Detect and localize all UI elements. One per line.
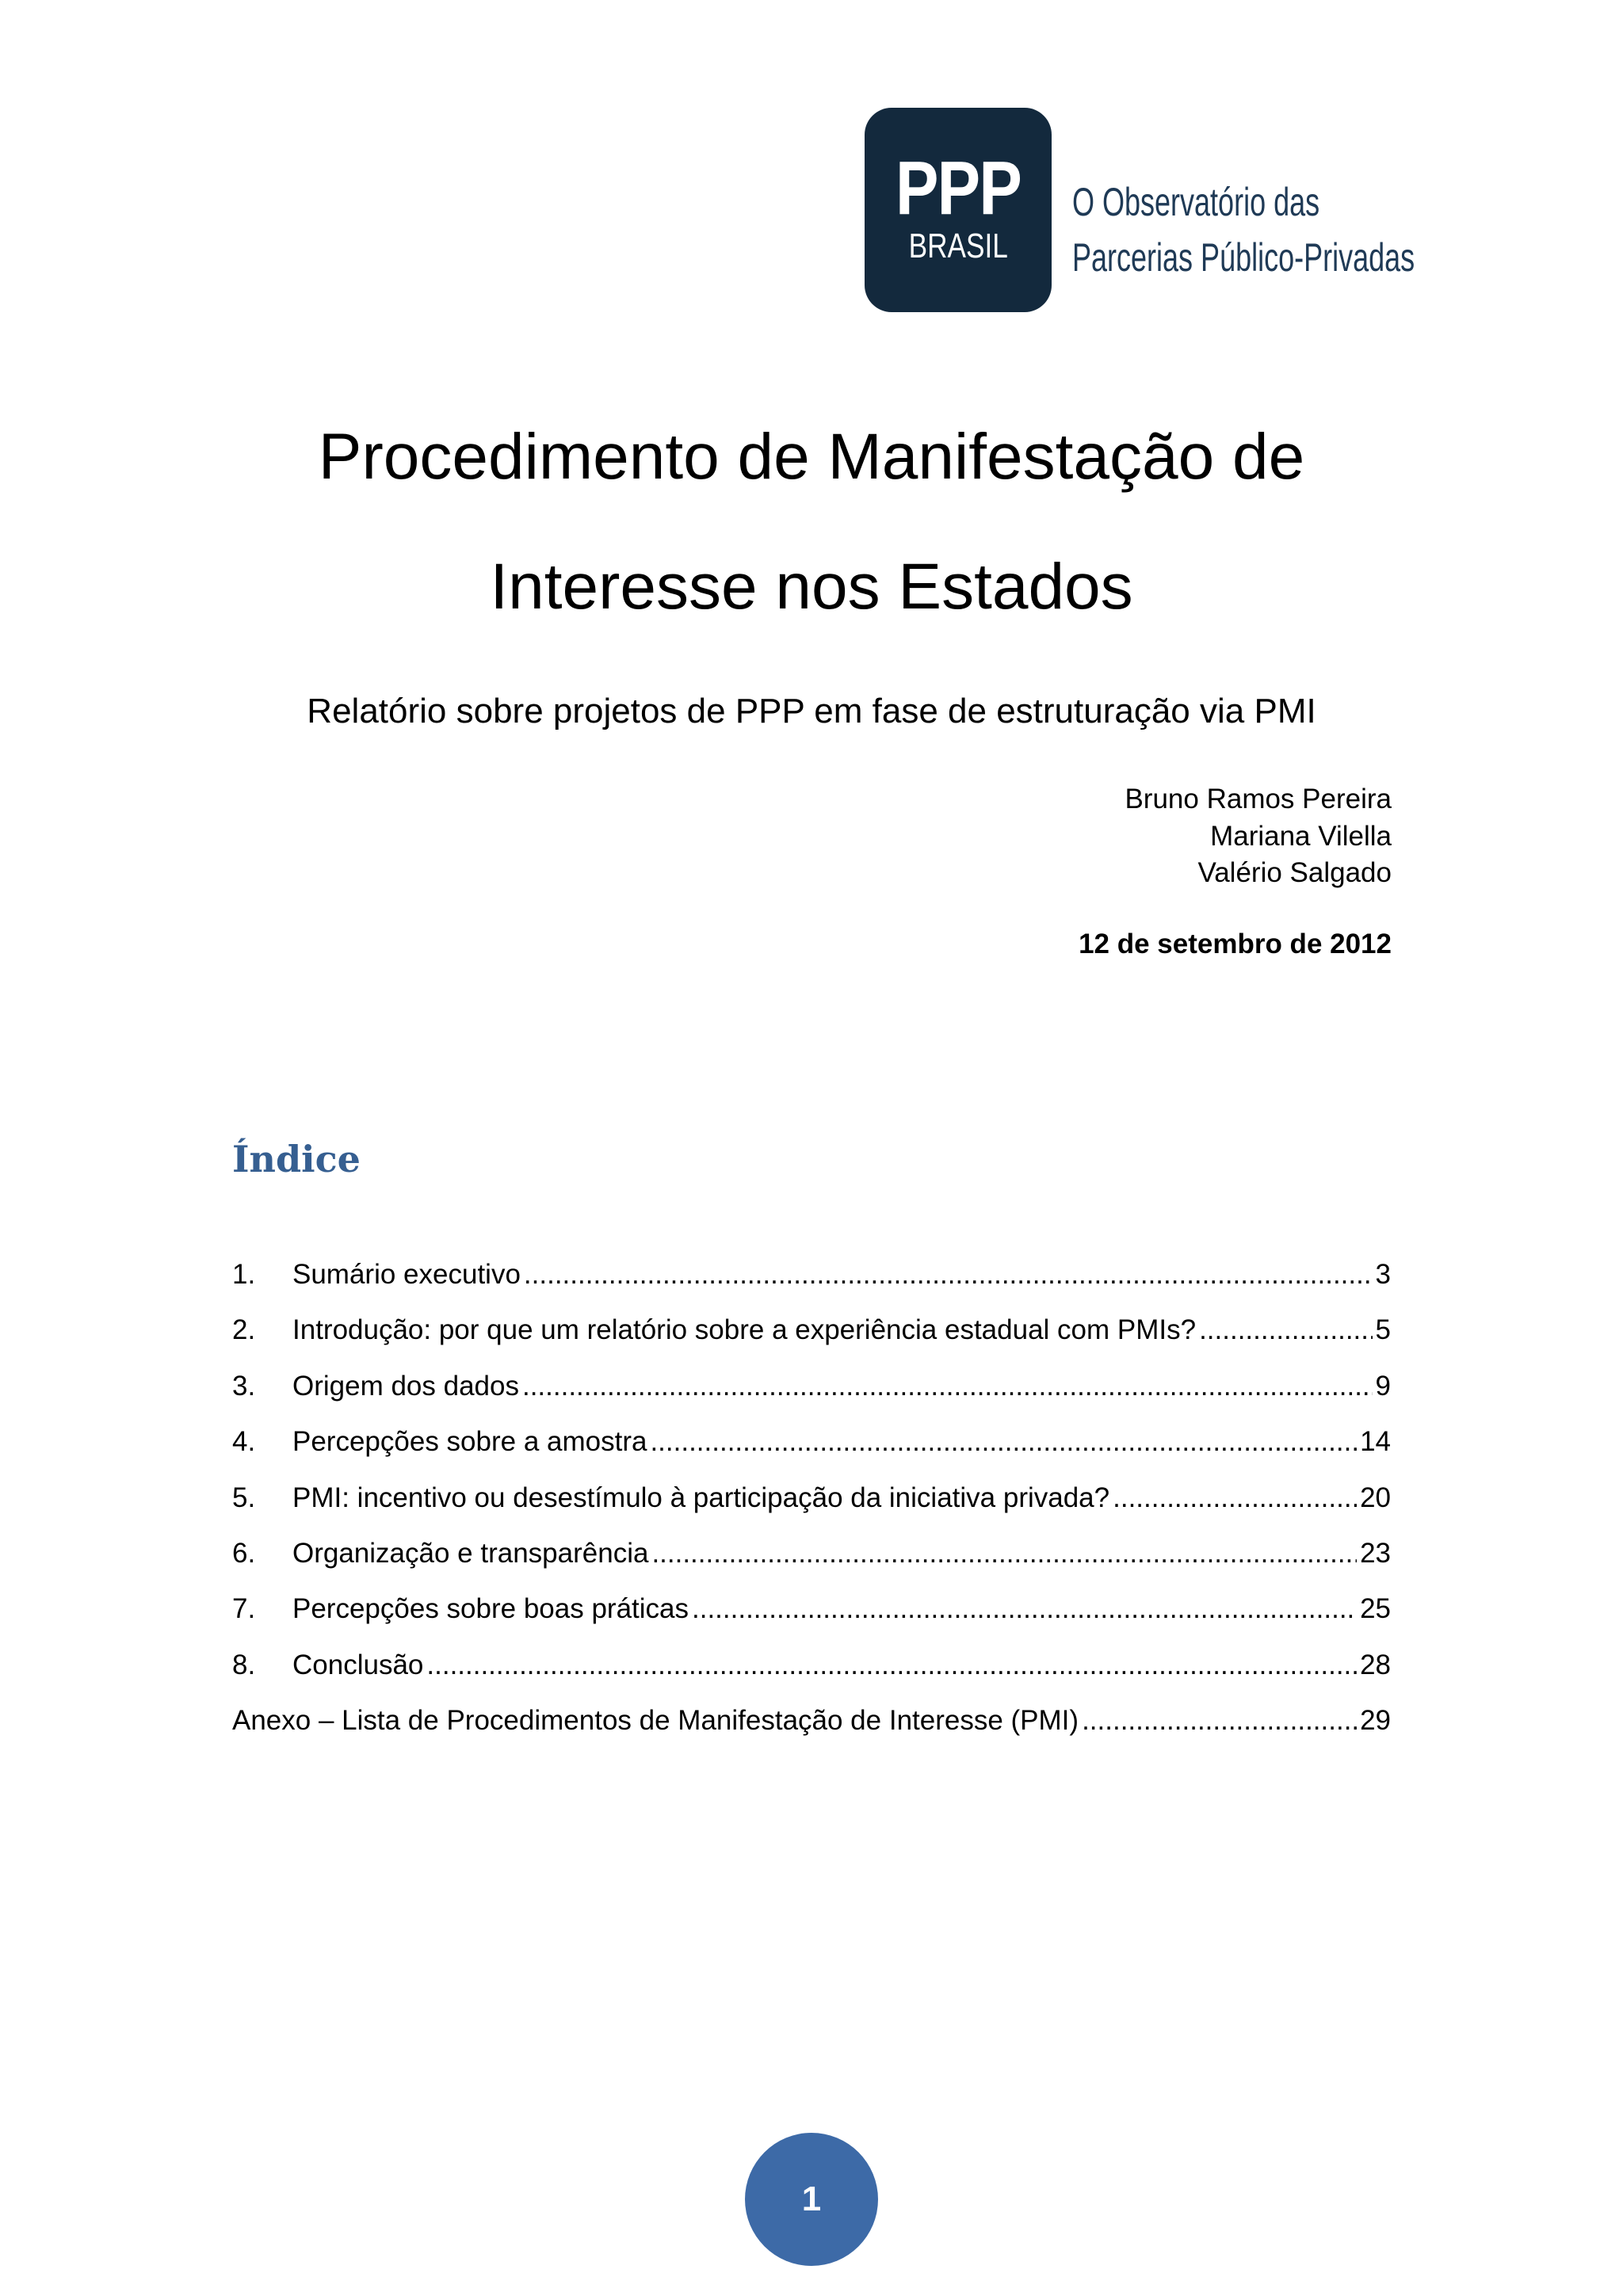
- toc-entry[interactable]: [232, 1362, 1391, 1417]
- logo-tagline: [1072, 174, 1415, 285]
- page-number-badge: 1: [745, 2133, 878, 2266]
- document-title-line2: Interesse nos Estados: [490, 551, 1133, 623]
- logo-tagline-line1: O Observatório das: [1072, 180, 1320, 224]
- toc-entry-title: Origem dos dados: [292, 1370, 519, 1402]
- toc-entry[interactable]: [232, 1474, 1391, 1529]
- logo-mark-brasil: BRASIL: [908, 227, 1008, 265]
- document-subtitle: Relatório sobre projetos de PPP em fase de estruturação via PMI: [307, 692, 1316, 730]
- logo-mark: [865, 108, 1052, 312]
- toc-entry-title: Percepções sobre boas práticas: [292, 1593, 689, 1625]
- toc-entry[interactable]: [232, 1529, 1391, 1585]
- document-date: 12 de setembro de 2012: [1079, 929, 1392, 959]
- toc-entry-number: 6.: [232, 1537, 256, 1569]
- toc-entry[interactable]: [232, 1250, 1391, 1306]
- toc-entry-page: 23: [1360, 1537, 1391, 1569]
- toc-dot-leader: [650, 1417, 1357, 1466]
- toc-entry-number: 2.: [232, 1314, 256, 1346]
- toc-entry-title: Organização e transparência: [292, 1537, 649, 1569]
- toc-dot-leader: [524, 1250, 1373, 1299]
- toc-entry-number: 8.: [232, 1649, 256, 1680]
- toc-entry-number: 3.: [232, 1370, 256, 1402]
- toc-entry-title: Percepções sobre a amostra: [292, 1426, 647, 1458]
- table-of-contents: [232, 1250, 1391, 1753]
- logo-tagline-line2: Parcerias Público-Privadas: [1072, 235, 1415, 280]
- toc-entry-page: 29: [1360, 1705, 1391, 1737]
- author-name: Bruno Ramos Pereira: [1125, 784, 1392, 814]
- author-list: [1125, 781, 1392, 892]
- toc-entry-page: 25: [1360, 1593, 1391, 1625]
- logo-mark-ppp: PPP: [895, 146, 1022, 231]
- toc-entry-page: 3: [1375, 1259, 1391, 1290]
- author-name: Valério Salgado: [1197, 857, 1392, 888]
- toc-dot-leader: [1113, 1474, 1357, 1523]
- toc-entry-page: 9: [1375, 1370, 1391, 1402]
- toc-entry-page: 20: [1360, 1482, 1391, 1513]
- toc-entry[interactable]: [232, 1641, 1391, 1696]
- toc-dot-leader: [692, 1585, 1357, 1634]
- index-heading: Índice: [232, 1138, 361, 1180]
- author-name: Mariana Vilella: [1210, 820, 1392, 852]
- toc-entry-number: 1.: [232, 1259, 256, 1290]
- toc-dot-leader: [651, 1529, 1357, 1578]
- document-title-line1: Procedimento de Manifestação de: [318, 421, 1305, 493]
- toc-entry[interactable]: [232, 1306, 1391, 1361]
- toc-entry[interactable]: [232, 1417, 1391, 1473]
- toc-entry-page: 28: [1360, 1649, 1391, 1680]
- toc-entry-number: 7.: [232, 1593, 256, 1625]
- toc-dot-leader: [522, 1362, 1373, 1411]
- toc-entry-number: 5.: [232, 1482, 256, 1513]
- toc-dot-leader: [426, 1641, 1357, 1690]
- toc-dot-leader: [1199, 1306, 1372, 1355]
- toc-entry-title: Conclusão: [292, 1649, 424, 1680]
- toc-entry[interactable]: [232, 1585, 1391, 1640]
- toc-entry-title: Anexo – Lista de Procedimentos de Manifestação de Interesse (PMI): [232, 1705, 1079, 1737]
- toc-entry-page: 5: [1375, 1314, 1391, 1346]
- toc-entry-title: PMI: incentivo ou desestímulo à participação da iniciativa privada?: [292, 1482, 1110, 1513]
- document-title: [0, 392, 1623, 652]
- toc-entry-number: 4.: [232, 1426, 256, 1458]
- toc-entry-annex[interactable]: [232, 1696, 1391, 1752]
- toc-entry-title: Sumário executivo: [292, 1259, 521, 1290]
- toc-dot-leader: [1082, 1696, 1357, 1745]
- ppp-brasil-logo: [865, 108, 1415, 314]
- toc-entry-title: Introdução: por que um relatório sobre a experiência estadual com PMIs?: [292, 1314, 1197, 1346]
- toc-entry-page: 14: [1360, 1426, 1391, 1458]
